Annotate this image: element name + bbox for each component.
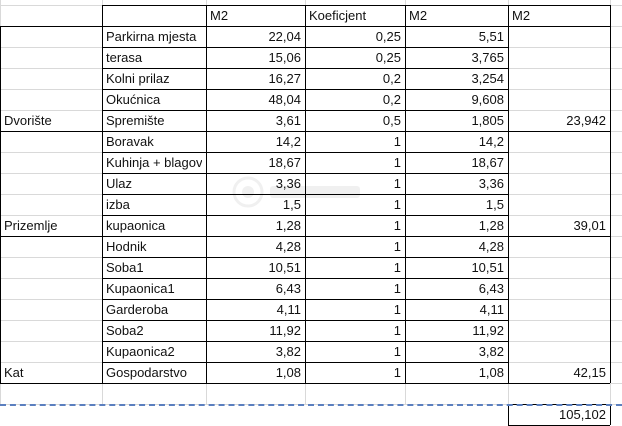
room-name-cell[interactable]: Parkirna mjesta bbox=[106, 29, 197, 44]
room-name-cell[interactable]: Soba1 bbox=[106, 260, 144, 275]
weighted-m2-cell[interactable]: 1,28 bbox=[478, 218, 504, 233]
col-border bbox=[206, 26, 207, 383]
group-name-cell[interactable]: Prizemlje bbox=[4, 218, 58, 233]
weighted-m2-cell[interactable]: 5,51 bbox=[478, 29, 504, 44]
area-m2-cell[interactable]: 3,82 bbox=[275, 344, 301, 359]
weighted-m2-cell[interactable]: 9,608 bbox=[471, 92, 504, 107]
group-border bbox=[508, 26, 610, 27]
area-m2-cell[interactable]: 4,11 bbox=[276, 302, 301, 317]
room-name-cell[interactable]: Spremište bbox=[106, 113, 165, 128]
header-border bbox=[405, 5, 406, 26]
weighted-m2-cell[interactable]: 11,92 bbox=[472, 323, 504, 338]
coefficient-cell[interactable]: 1 bbox=[393, 176, 401, 191]
coefficient-cell[interactable]: 0,2 bbox=[382, 92, 401, 107]
room-name-cell[interactable]: terasa bbox=[106, 50, 143, 65]
group-border bbox=[0, 26, 102, 27]
room-name-cell[interactable]: Gospodarstvo bbox=[106, 365, 187, 380]
col-border bbox=[305, 26, 306, 383]
header-m2-result[interactable]: M2 bbox=[409, 8, 428, 23]
total-border bbox=[610, 404, 611, 425]
weighted-m2-cell[interactable]: 3,36 bbox=[478, 176, 504, 191]
coefficient-cell[interactable]: 1 bbox=[393, 239, 401, 254]
header-koeficjent[interactable]: Koeficjent bbox=[309, 8, 367, 23]
room-name-cell[interactable]: Soba2 bbox=[106, 323, 144, 338]
room-name-cell[interactable]: Ulaz bbox=[106, 176, 133, 191]
group-border bbox=[0, 236, 102, 237]
coefficient-cell[interactable]: 1 bbox=[393, 344, 401, 359]
coefficient-cell[interactable]: 1 bbox=[393, 134, 401, 149]
room-name-cell[interactable]: Garderoba bbox=[106, 302, 169, 317]
coefficient-cell[interactable]: 1 bbox=[393, 155, 401, 170]
header-border bbox=[305, 5, 306, 26]
group-border bbox=[610, 236, 611, 383]
weighted-m2-cell[interactable]: 1,805 bbox=[471, 113, 504, 128]
room-name-cell[interactable]: Kupaonica2 bbox=[106, 344, 175, 359]
coefficient-cell[interactable]: 1 bbox=[393, 281, 401, 296]
area-m2-cell[interactable]: 48,04 bbox=[268, 92, 301, 107]
area-m2-cell[interactable]: 15,06 bbox=[268, 50, 301, 65]
col-border bbox=[102, 26, 103, 383]
group-border bbox=[0, 236, 1, 383]
room-name-cell[interactable]: Okućnica bbox=[106, 92, 161, 107]
coefficient-cell[interactable]: 1 bbox=[393, 260, 401, 275]
room-name-cell[interactable]: Kuhinja + blagov bbox=[106, 155, 202, 170]
coefficient-cell[interactable]: 1 bbox=[393, 365, 401, 380]
coefficient-cell[interactable]: 0,25 bbox=[375, 29, 401, 44]
group-border bbox=[0, 131, 1, 236]
area-m2-cell[interactable]: 3,61 bbox=[275, 113, 301, 128]
group-border bbox=[508, 383, 610, 384]
group-border bbox=[0, 131, 102, 132]
area-m2-cell[interactable]: 4,28 bbox=[275, 239, 301, 254]
group-border bbox=[508, 236, 610, 237]
coefficient-cell[interactable]: 1 bbox=[393, 218, 401, 233]
area-m2-cell[interactable]: 10,51 bbox=[268, 260, 301, 275]
group-border bbox=[610, 26, 611, 131]
room-name-cell[interactable]: Boravak bbox=[106, 134, 154, 149]
coefficient-cell[interactable]: 0,25 bbox=[375, 50, 401, 65]
area-m2-cell[interactable]: 11,92 bbox=[269, 323, 301, 338]
header-m2-total[interactable]: M2 bbox=[512, 8, 531, 23]
col-border bbox=[405, 26, 406, 383]
group-total-cell[interactable]: 23,942 bbox=[566, 113, 606, 128]
coefficient-cell[interactable]: 1 bbox=[393, 197, 401, 212]
weighted-m2-cell[interactable]: 1,08 bbox=[478, 365, 504, 380]
group-name-cell[interactable]: Dvorište bbox=[4, 113, 52, 128]
area-m2-cell[interactable]: 14,2 bbox=[275, 134, 301, 149]
area-m2-cell[interactable]: 18,67 bbox=[268, 155, 301, 170]
area-m2-cell[interactable]: 1,5 bbox=[282, 197, 301, 212]
weighted-m2-cell[interactable]: 1,5 bbox=[485, 197, 504, 212]
group-border bbox=[0, 383, 102, 384]
weighted-m2-cell[interactable]: 10,51 bbox=[471, 260, 504, 275]
room-name-cell[interactable]: izba bbox=[106, 197, 130, 212]
header-border bbox=[610, 5, 611, 26]
header-border bbox=[102, 5, 103, 26]
room-name-cell[interactable]: Hodnik bbox=[106, 239, 147, 254]
weighted-m2-cell[interactable]: 14,2 bbox=[478, 134, 504, 149]
group-border bbox=[0, 26, 1, 131]
group-border bbox=[508, 131, 610, 132]
group-border bbox=[610, 131, 611, 236]
room-name-cell[interactable]: Kolni prilaz bbox=[106, 71, 170, 86]
area-m2-cell[interactable]: 1,28 bbox=[275, 218, 301, 233]
area-m2-cell[interactable]: 6,43 bbox=[275, 281, 301, 296]
group-total-cell[interactable]: 39,01 bbox=[573, 218, 606, 233]
weighted-m2-cell[interactable]: 4,11 bbox=[479, 302, 504, 317]
area-m2-cell[interactable]: 16,27 bbox=[268, 71, 301, 86]
grand-total-cell[interactable]: 105,102 bbox=[559, 407, 606, 422]
weighted-m2-cell[interactable]: 4,28 bbox=[478, 239, 504, 254]
coefficient-cell[interactable]: 1 bbox=[393, 323, 401, 338]
page-break-line bbox=[0, 404, 622, 406]
room-name-cell[interactable]: kupaonica bbox=[106, 218, 166, 233]
header-m2[interactable]: M2 bbox=[210, 8, 229, 23]
coefficient-cell[interactable]: 1 bbox=[393, 302, 401, 317]
room-name-cell[interactable]: Kupaonica1 bbox=[106, 281, 175, 296]
header-border bbox=[508, 5, 509, 26]
area-m2-cell[interactable]: 22,04 bbox=[268, 29, 301, 44]
weighted-m2-cell[interactable]: 3,765 bbox=[471, 50, 504, 65]
coefficient-cell[interactable]: 0,5 bbox=[382, 113, 401, 128]
row-border bbox=[102, 383, 508, 384]
weighted-m2-cell[interactable]: 3,254 bbox=[471, 71, 504, 86]
group-name-cell[interactable]: Kat bbox=[4, 365, 24, 380]
area-m2-cell[interactable]: 1,08 bbox=[275, 365, 301, 380]
weighted-m2-cell[interactable]: 18,67 bbox=[471, 155, 504, 170]
area-m2-cell[interactable]: 3,36 bbox=[275, 176, 301, 191]
total-border bbox=[508, 404, 509, 425]
col-border bbox=[508, 26, 509, 383]
coefficient-cell[interactable]: 0,2 bbox=[382, 71, 401, 86]
header-border bbox=[206, 5, 207, 26]
weighted-m2-cell[interactable]: 6,43 bbox=[478, 281, 504, 296]
group-total-cell[interactable]: 42,15 bbox=[573, 365, 606, 380]
weighted-m2-cell[interactable]: 3,82 bbox=[478, 344, 504, 359]
